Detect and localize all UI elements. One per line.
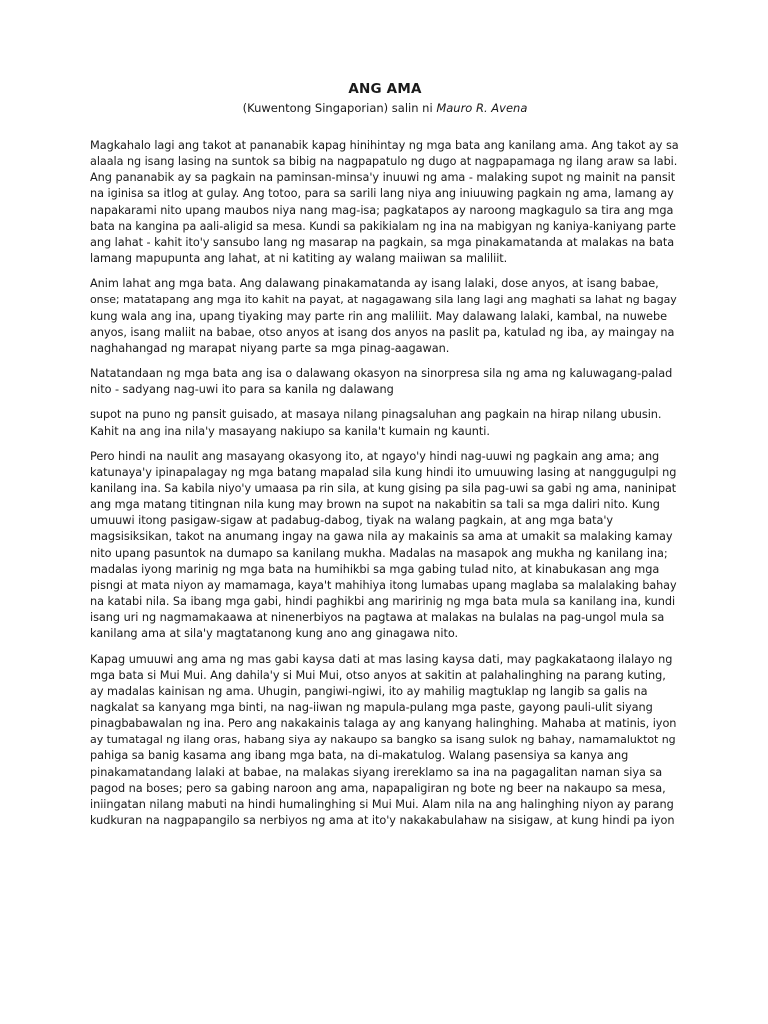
text-line: onse; matatapang ang mga ito kahit na payat, at nagagawang sila lang lagi ang maghati sa lahat ng bagay [90, 293, 677, 307]
subtitle-prefix: (Kuwentong Singaporian) salin ni [242, 101, 437, 115]
paragraph [90, 276, 680, 357]
text-line: nito - sadyang nag-uwi ito para sa kanila ng dalawang [90, 383, 394, 397]
text-line: Kapag umuuwi ang ama ng mas gabi kaysa dati at mas lasing kaysa dati, may pagkakataong ilalayo ng [90, 652, 673, 666]
text-line: kudkuran na nagpapangilo sa nerbiyos ng ama at ito'y nakakabulahaw na sisigaw, at kung hindi pa iyon [90, 814, 675, 828]
text-line: alaala ng isang lasing na suntok sa bibig na nagpapatulo ng dugo at nagpapamaga ng ilang araw sa labi. [90, 155, 678, 169]
text-line: madalas iyong marinig ng mga bata na humihikbi sa mga gabing tulad nito, at kinabukasan ang mga [90, 562, 660, 576]
document-subtitle [90, 100, 680, 116]
text-line: lamang mapupunta ang lahat, at ni katiting ay walang maiiwan sa maliliit. [90, 252, 508, 266]
text-line: nagkalat sa kanyang mga binti, na nag-iiwan ng mapula-pulang mga paste, gayong pauli-ulit siyang [90, 701, 653, 714]
text-line: Kahit na ang ina nila'y masayang nakiupo sa kanila't kumain ng kaunti. [90, 424, 490, 438]
text-line: ang mga matang titingnan nila kung may brown na supot na nakabitin sa tali sa mga daliri nito. Kung [90, 498, 660, 512]
text-line: magsisiksikan, takot na anumang ingay na gawa nila ay makainis sa ama at umakit sa malaking kamay [90, 530, 673, 544]
text-line: katunaya'y ipinapalagay ng mga batang mapalad sila kung hindi ito umuuwing lasing at nanggugulpi ng [90, 465, 677, 479]
text-line: nito upang pasuntok na dumapo sa kanilang mukha. Madalas na masapok ang mukha ng kanilang ina; [90, 546, 668, 560]
text-line: kanilang ina. Sa kabila niyo'y umaasa pa rin sila, at kung gising pa sila pag-uwi sa gabi ng ama, naninipat [90, 481, 677, 495]
text-line: iniingatan nilang mabuti na hindi humalinghing si Mui Mui. Alam nila na ang halinghing niyon ay parang [90, 797, 674, 811]
text-line: kung wala ang ina, upang tiyaking may parte rin ang maliliit. May dalawang lalaki, kambal, na nuwebe [90, 309, 667, 323]
document-page [90, 80, 680, 838]
text-line: pisngi at mata niyon ay mamamaga, kaya't mahihiya itong lumabas upang maglaba sa malalaking bahay [90, 578, 677, 592]
text-line: Natatandaan ng mga bata ang isa o dalawang okasyon na sinorpresa sila ng ama ng kaluwagang-palad [90, 367, 673, 381]
text-line: umuuwi itong pasigaw-sigaw at padabug-dabog, tiyak na walang pagkain, at ang mga bata'y [90, 514, 614, 528]
text-line: supot na puno ng pansit guisado, at masaya nilang pinagsaluhan ang pagkain na hirap nilang ubusin. [90, 408, 662, 422]
text-line: anyos, isang maliit na babae, otso anyos at isang dos anyos na paslit pa, katulad ng iba, ay maingay na [90, 325, 675, 339]
text-line: Ang pananabik ay sa pagkain na paminsan-minsa'y inuuwi ng ama - malaking supot ng mainit na pansit [90, 171, 676, 185]
text-line: ang lahat - kahit ito'y sansubo lang ng masarap na pagkain, sa mga pinakamatanda at malakas na bata [90, 235, 675, 249]
document-body [90, 138, 680, 829]
text-line: isang uri ng nagmamakaawa at ninenerbiyos na pagtawa at malakas na bulalas na pag-ungol mula sa [90, 611, 665, 625]
text-line: na katabi nila. Sa ibang mga gabi, hindi paghikbi ang maririnig ng mga bata mula sa kanilang ina, kundi [90, 595, 676, 609]
text-line: bata na kangina pa aali-aligid sa mesa. Kundi sa pakikialam ng ina na mabigyan ng kaniya-kaniyang parte [90, 219, 676, 233]
paragraph [90, 652, 680, 830]
paragraph [90, 449, 680, 643]
text-line: mga bata si Mui Mui. Ang dahila'y si Mui Mui, otso anyos at sakitin at palahalinghing na parang kuting, [90, 668, 666, 682]
text-line: pinagbabawalan ng ina. Pero ang nakakainis talaga ay ang kanyang halinghing. Mahaba at matinis, iyon [90, 717, 677, 731]
document-title: ANG AMA [348, 81, 422, 97]
text-line: Magkahalo lagi ang takot at pananabik kapag hinihintay ng mga bata ang kanilang ama. Ang takot ay sa [90, 139, 679, 152]
text-line: ay tumatagal ng ilang oras, habang siya ay nakaupo sa bangko sa isang sulok ng bahay, namamaluktot ng [90, 733, 676, 747]
paragraph [90, 407, 680, 439]
text-line: pahiga sa banig kasama ang ibang mga bata, na di-makatulog. Walang pasensiya sa kanya ang [90, 749, 629, 763]
text-line: naghahangad ng marapat niyang parte sa mga pinag-aagawan. [90, 341, 450, 355]
text-line: Anim lahat ang mga bata. Ang dalawang pinakamatanda ay isang lalaki, dose anyos, at isang babae, [90, 277, 659, 291]
text-line: ay madalas kainisan ng ama. Uhugin, pangiwi-ngiwi, ito ay mahilig magtuklap ng langib sa galis na [90, 684, 648, 698]
text-line: napakarami nito upang maubos niya nang mag-isa; pagkatapos ay naroong magkagulo sa tira ang mga [90, 203, 674, 217]
text-line: Pero hindi na naulit ang masayang okasyong ito, at ngayo'y hindi nag-uuwi ng pagkain ang ama; ang [90, 449, 660, 463]
text-line: na iginisa sa itlog at gulay. Ang totoo, para sa sarili lang niya ang iniuuwing pagkain ng ama, lamang ay [90, 187, 674, 201]
text-line: pagod na boses; pero sa gabing naroon ang ama, napapaligiran ng bote ng beer na nakaupo sa mesa, [90, 781, 666, 795]
paragraph [90, 366, 680, 398]
subtitle-author: Mauro R. Avena [436, 101, 528, 115]
text-line: kanilang ama at sila'y magtatanong kung ano ang ginagawa nito. [90, 627, 459, 641]
text-line: pinakamatandang lalaki at babae, na malakas siyang irereklamo sa ina na pagagalitan naman siya sa [90, 765, 663, 779]
paragraph [90, 138, 680, 267]
